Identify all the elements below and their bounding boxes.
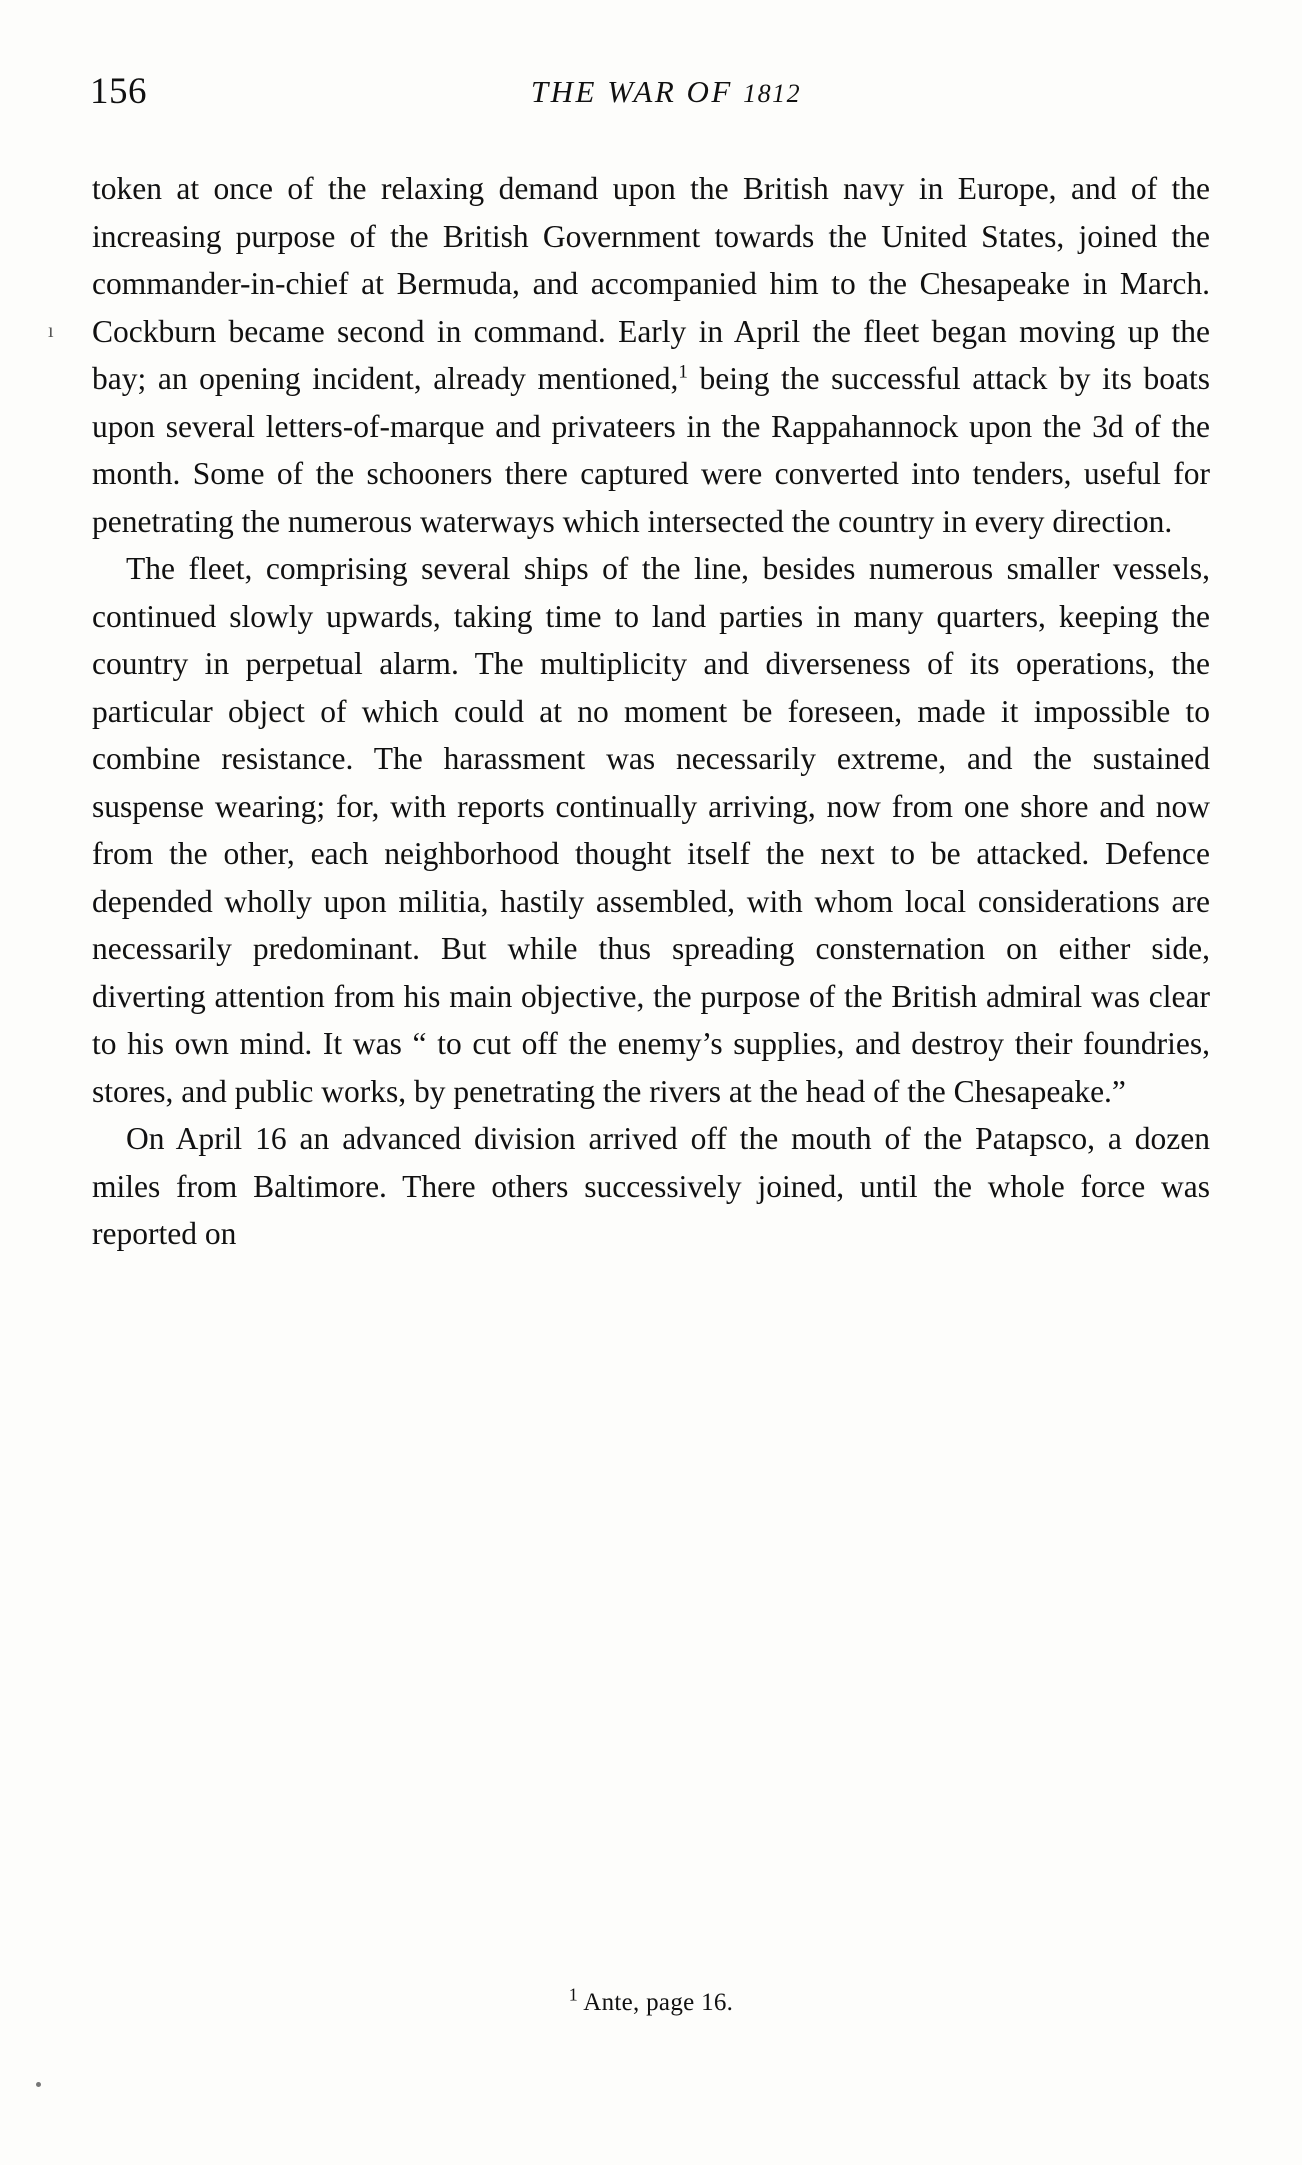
running-title-year: 1812 (743, 79, 802, 108)
running-title (90, 74, 1212, 110)
footnote-area (92, 1984, 1210, 2017)
margin-mark: ı (48, 320, 54, 342)
page-body (92, 165, 1210, 1258)
footnote (568, 1984, 734, 2016)
footnote-reference: 1 (678, 361, 688, 383)
page-number: 156 (90, 71, 147, 112)
page-header (90, 70, 1212, 120)
paragraph: On April 16 an advanced division arrived off the mouth of the Patapsco, a dozen miles from Baltimore. There others successively joined, until the whole force was reported on (92, 1121, 1210, 1251)
paragraph-text: token at once of the relaxing demand upon the British navy in Europe, and of the increasing purpose of the British Government towards the United States, joined the commander-in-chief at Bermuda, and accompanied him to the Chesapeake in March. Cockburn became second in command. Early in April the fleet began moving up the bay; an opening incident, already mentioned, (92, 171, 1210, 396)
running-title-text: THE WAR OF (530, 74, 733, 109)
footnote-marker: 1 (568, 1984, 579, 2005)
paragraph: The fleet, comprising several ships of the line, besides numerous smaller vessels, continued slowly upwards, taking time to land parties in many quarters, keeping the country in perpetual alarm. The multiplicity and diverseness of its operations, the particular object of which could at no moment be foreseen, made it impossible to combine resistance. The harassment was necessarily extreme, and the sustained suspense wearing; for, with reports continually arriving, now from one shore and now from the other, each neighborhood thought itself the next to be attacked. Defence depended wholly upon militia, hastily assembled, with whom local considerations are necessarily predominant. But while thus spreading consternation on either side, diverting attention from his main objective, the purpose of the British admiral was clear to his own mind. It was “ to cut off the enemy’s supplies, and destroy their foundries, stores, and public works, by penetrating the rivers at the head of the Chesapeake.” (92, 551, 1210, 1109)
page-speck (36, 2082, 41, 2087)
footnote-text: Ante, page 16. (578, 1989, 734, 2016)
paragraph (92, 165, 1210, 545)
paragraph-text-continued: being the successful attack by its boats upon several letters-of-marque and privateers in the Rappahannock upon the 3d of the month. Some of the schooners there captured were converted into tenders, useful for penetrating the numerous waterways which intersected the country in every direction. (92, 361, 1210, 539)
